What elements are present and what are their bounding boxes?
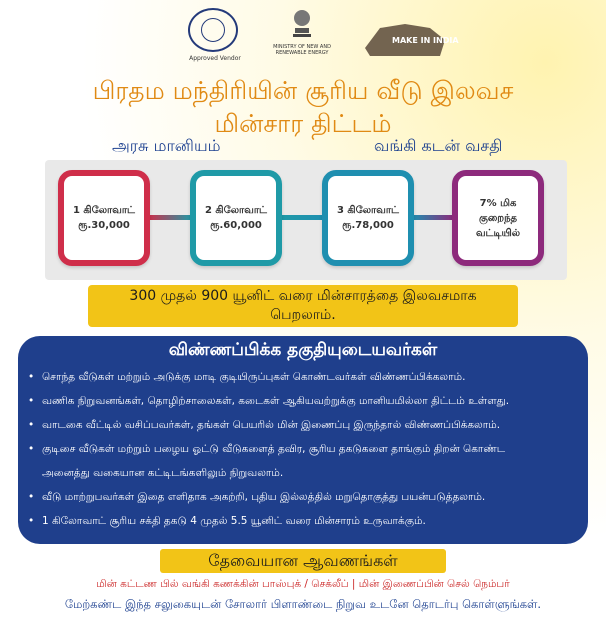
scheme-title-line1: பிரதம மந்திரியின் சூரிய வீடு இலவச xyxy=(92,76,514,105)
eligibility-item: • வீடு மாற்றுபவர்கள் இதை எளிதாக அகற்றி, புதிய இல்லத்தில் மறுதொகுத்து பயன்படுத்தலாம். xyxy=(28,491,583,504)
national-emblem-icon xyxy=(289,6,315,40)
subsidy-card-3kw xyxy=(322,170,414,266)
contact-call-to-action: மேற்கண்ட இந்த சலுகையுடன் சோலார் பிளாண்டை நிறுவ உடனே தொடர்பு கொள்ளுங்கள். xyxy=(64,597,542,611)
ministry-caption: MINISTRY OF NEW AND RENEWABLE ENERGY xyxy=(273,44,331,56)
card-amount: ரூ.60,000 xyxy=(210,220,262,231)
card-interest-line3: வட்டியில் xyxy=(475,227,521,239)
eligibility-item: • வணிக நிறுவனங்கள், தொழிற்சாலைகள், கடைகள் ஆகியவற்றுக்கு மானியமில்லா திட்டம் உள்ளது. xyxy=(28,395,583,408)
card-amount: ரூ.30,000 xyxy=(78,220,130,231)
card-capacity: 3 கிலோவாட் xyxy=(336,205,399,216)
eligibility-item: • 1 கிலோவாட் சூரிய சக்தி தகடு 4 முதல் 5.5 யூனிட் வரை மின்சாரம் உருவாக்கும். xyxy=(28,515,583,528)
subsidy-card-1kw xyxy=(58,170,150,266)
scheme-title-line2: மின்சார திட்டம் xyxy=(214,109,392,138)
subsidy-card-2kw xyxy=(190,170,282,266)
banner-line1: 300 முதல் 900 யூனிட் வரை மின்சாரத்தை இலவசமாக xyxy=(129,288,477,304)
required-documents-title: தேவையான ஆவணங்கள் xyxy=(160,549,446,573)
eligibility-item: • குடிசை வீடுகள் மற்றும் பழைய ஓட்டு வீடுகளைத் தவிர, சூரிய தகடுகளை தாங்கும் திறன் கொண்ட xyxy=(28,443,583,456)
make-in-india-text: MAKE IN INDIA xyxy=(392,36,459,45)
card-interest-line1: 7% மிக xyxy=(479,197,517,209)
eligibility-panel xyxy=(18,336,588,544)
card-interest-line2: குறைந்த xyxy=(478,212,518,224)
eligibility-item-continuation: அனைத்து வகையான கட்டிடங்களிலும் நிறுவலாம். xyxy=(42,467,284,479)
eligibility-item: • சொந்த வீடுகள் மற்றும் அடுக்கு மாடி குடியிருப்புகள் கொண்டவர்கள் விண்ணப்பிக்கலாம். xyxy=(28,371,583,384)
card-connector xyxy=(148,215,192,220)
card-connector xyxy=(412,215,454,220)
card-amount: ரூ.78,000 xyxy=(342,220,394,231)
eligibility-title: விண்ணப்பிக்க தகுதியுடையவர்கள் xyxy=(168,340,438,360)
banner-line2: பெறலாம். xyxy=(270,307,336,323)
card-capacity: 1 கிலோவாட் xyxy=(72,205,135,216)
loan-interest-card xyxy=(452,170,544,266)
subsidy-heading: அரசு மானியம் xyxy=(112,136,221,155)
card-connector xyxy=(280,215,324,220)
approved-vendor-caption: Approved Vendor xyxy=(189,55,241,62)
eligibility-item: • வாடகை வீட்டில் வசிப்பவர்கள், தங்கள் பெயரில் மின் இணைப்பு இருந்தால் விண்ணப்பிக்கலாம். xyxy=(28,419,583,432)
electricity-board-logo xyxy=(188,8,238,52)
required-documents-list: மின் கட்டண பில் வங்கி கணக்கின் பாஸ்புக் / செக்லீப் | மின் இணைப்பின் செல் நெம்பர் xyxy=(96,578,510,590)
card-capacity: 2 கிலோவாட் xyxy=(204,205,267,216)
bank-loan-heading: வங்கி கடன் வசதி xyxy=(374,136,503,155)
free-units-banner xyxy=(88,285,518,327)
